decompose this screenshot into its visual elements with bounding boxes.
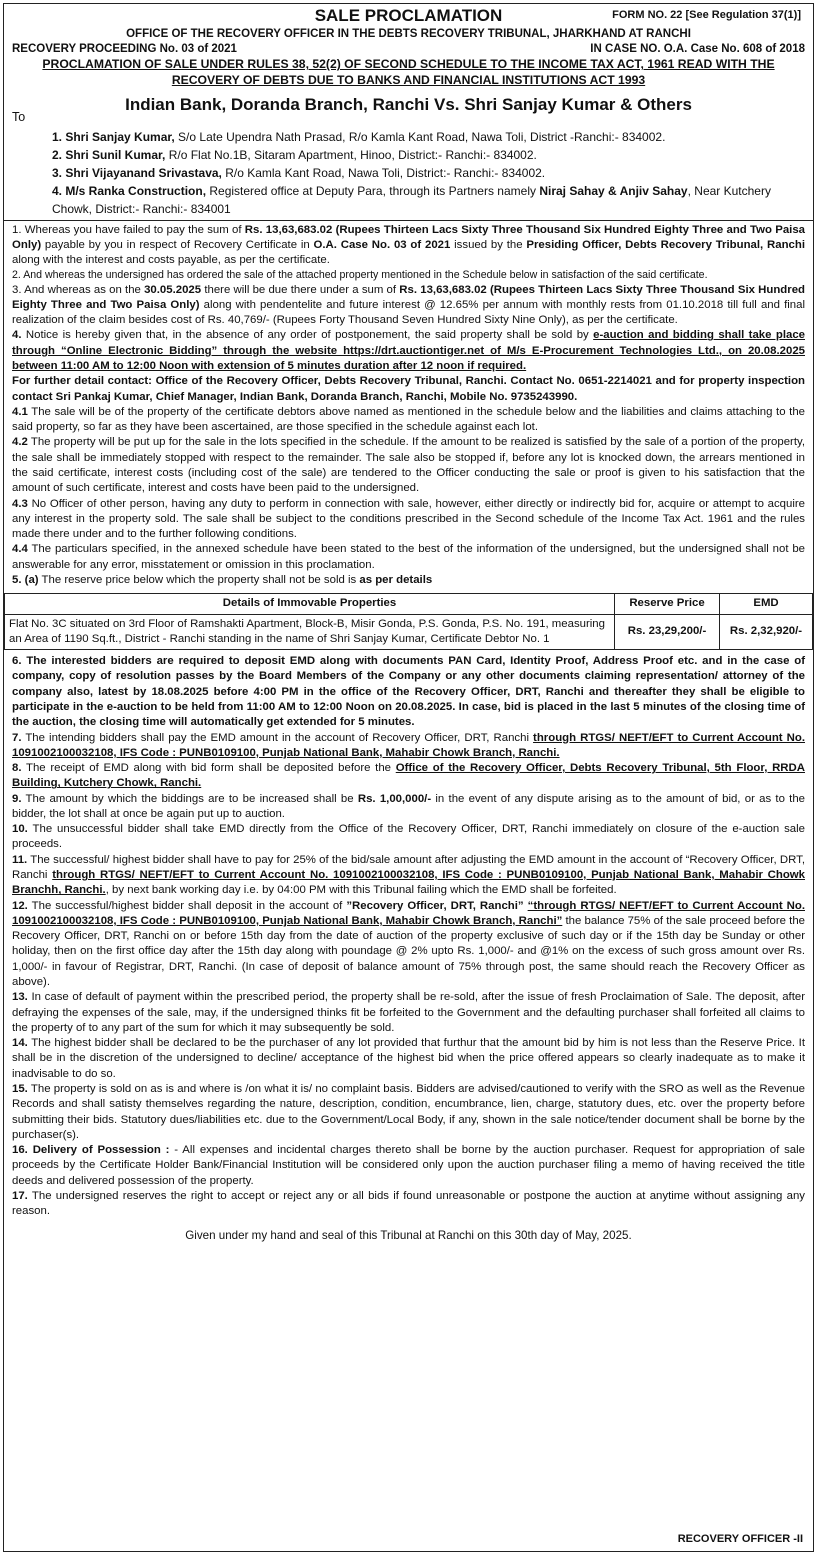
term-17: 17. The undersigned reserves the right to accept or reject any or all bids if found unreasonable or postpone the auction at anytime without assigning any reason. bbox=[12, 1189, 805, 1218]
proceeding-row bbox=[12, 42, 805, 57]
term-9: 9. The amount by which the biddings are to be increased shall be Rs. 1,00,000/- in the event of any dispute arising as to the amount of bid, or as to the bidder, the lot shall at once be again put up to auction. bbox=[12, 792, 806, 820]
paragraph-4-2: 4.2 The property will be put up for the sale in the lots specified in the schedule. If the amount to be realized is satisfied by the sale of a portion of the property, the sale shall be immediately stopped with respect to the remainder. The sale also be stopped if, before any lot is knocked down, the arrears mentioned in the said certificate, interest costs (including cost of the sale) are tendered to the Officer conducting the sale or proof is given to his satisfaction that the amount of such certificate, interest and costs have been paid to the undersigned. bbox=[12, 436, 805, 495]
form-number: FORM NO. 22 [See Regulation 37(1)] bbox=[612, 9, 801, 21]
sale-proclamation-notice bbox=[3, 3, 814, 1552]
term-6: 6. The interested bidders are required to deposit EMD along with documents PAN Card, Identity Proof, Address Proof etc. and in the case of company, copy of resolution passes by the Board Members of the Company or any other documents claiming representation/ attorney of the company also, latest by 18.08.2025 before 4:00 PM in the office of the Recovery Officer, DRT, Ranchi and thereafter they shall be eligible to participate in the e-auction to be held from 11:00 AM to 12:00 Noon on 20.08.2025. In case, bid is placed in the last 5 minutes of the closing time of the auction, the closing time will automatically get extended for 5 minutes. bbox=[12, 655, 805, 729]
paragraph-2: 2. And whereas the undersigned has ordered the sale of the attached property mentioned in the Schedule below in satisfaction of the said certificate. bbox=[12, 269, 708, 282]
term-14: 14. The highest bidder shall be declared to be the purchaser of any lot provided that furthur that the amount bid by him is not less than the Reserve Price. It shall be in the discretion of the undersigned to decline/ acceptance of the highest bid when the price offered appears so clearly inadequate as to make it inadvisable to do so. bbox=[12, 1037, 805, 1080]
addressee-item: 1. Shri Sanjay Kumar, S/o Late Upendra Nath Prasad, R/o Kamla Kant Road, Nawa Toli, District -Ranchi:- 834002. bbox=[52, 129, 666, 144]
term-7: 7. The intending bidders shall pay the EMD amount in the account of Recovery Officer, DRT, Ranchi through RTGS/ NEFT/EFT to Current Account No. 1091002100032108, IFS Code : PUNB0109100, Punjab National Bank, Mahabir Chowk Branch, Ranchi. bbox=[12, 731, 805, 759]
to-label: To bbox=[12, 109, 26, 124]
term-11: 11. The successful/ highest bidder shall have to pay for 25% of the bid/sale amount after adjusting the EMD amount in the account of “Recovery Officer, DRT, Ranchi through RTGS/ NEFT/EFT to Current Account No. 1091002100032108, IFS Code : PUNB0109100, Punjab National Bank, Mahabir Chowk Branchh, Ranchi., by next bank working day i.e. by 04:00 PM with this Tribunal failing which the EMD shall be forfeited. bbox=[12, 853, 806, 897]
term-12: 12. The successful/highest bidder shall deposit in the account of ”Recovery Officer, DRT, Ranchi” “through RTGS/ NEFT/EFT to Current Account No. 1091002100032108, IFS Code : PUNB0109100, Punjab National Bank, Mahabir Chowk Branch, Ranchi” the balance 75% of the sale proceed before the Recovery Officer, DRT, Ranchi on or before 15th day from the date of auction of the property exclusive of such day or if the 15th day be Sunday or other holiday, then on the first office day after the 15th day along with poundage @ 2% upto Rs. 1,000/- and @1% on the excess of such gross amount over Rs. 1,000/- in favour of Registrar, DRT, Ranchi. (In case of deposit of balance amount of 75% through post, the same should reach the Recovery Officer as above). bbox=[12, 899, 806, 988]
col-emd: EMD bbox=[720, 594, 813, 614]
paragraph-1: 1. Whereas you have failed to pay the sum of Rs. 13,63,683.02 (Rupees Thirteen Lacs Sixty Three Thousand Six Hundred Eighty Three and Two Paisa Only) payable by you in respect of Recovery Certificate in O.A. Case No. 03 of 2021 issued by the Presiding Officer, Debts Recovery Tribunal, Ranchi along with the interest and costs payable, as per the certificate. bbox=[12, 223, 805, 267]
reserve-price-value: Rs. 23,29,200/- bbox=[615, 614, 720, 650]
col-details: Details of Immovable Properties bbox=[5, 594, 615, 614]
property-description: Flat No. 3C situated on 3rd Floor of Ramshakti Apartment, Block-B, Misir Gonda, P.S. Gonda, P.S. No. 191, measuring an Area of 1190 Sq.ft., District - Ranchi standing in the name of Shri Sanjay Kumar, Certificate Debtor No. 1 bbox=[5, 614, 615, 650]
addressee-item: 2. Shri Sunil Kumar, R/o Flat No.1B, Sitaram Apartment, Hinoo, District:- Ranchi:- 834002. bbox=[52, 147, 537, 162]
case-number: IN CASE NO. O.A. Case No. 608 of 2018 bbox=[590, 42, 805, 55]
office-line: OFFICE OF THE RECOVERY OFFICER IN THE DEBTS RECOVERY TRIBUNAL, JHARKHAND AT RANCHI bbox=[126, 27, 691, 40]
term-10: 10. The unsuccessful bidder shall take EMD directly from the Office of the Recovery Officer, DRT, Ranchi immediately on closure of the e-auction sale proceeds. bbox=[12, 823, 805, 851]
paragraph-4: 4. Notice is hereby given that, in the absence of any order of postponement, the said property shall be sold by e-auction and bidding shall take place through “Online Electronic Bidding” through the website https://drt.auctiontiger.net of M/s E-Procurement Technologies Ltd., on 20.08.2025 between 11:00 AM to 12:00 Noon with extension of 5 minutes duration after 12 noon if required. bbox=[12, 329, 805, 373]
table-row bbox=[5, 614, 813, 650]
given-under-hand: Given under my hand and seal of this Tribunal at Ranchi on this 30th day of May, 2025. bbox=[185, 1228, 632, 1242]
addressee-item: 4. M/s Ranka Construction, Registered office at Deputy Para, through its Partners namely Niraj Sahay & Anjiv Sahay, Near Kutchery Chowk, District:- Ranchi:- 834001 bbox=[52, 183, 771, 216]
term-8: 8. The receipt of EMD along with bid form shall be deposited before the Office of the Recovery Officer, Debts Recovery Tribunal, 5th Floor, RRDA Building, Kutchery Chowk, Ranchi. bbox=[12, 762, 805, 790]
term-16: 16. Delivery of Possession : - All expenses and incidental charges thereto shall be borne by the auction purchaser. Request for appropriation of sale proceeds by the Certificate Holder Bank/Financial Institution will be considered only upon the auction purchaser filing a memo of having received the title deeds and delivered possession of the property. bbox=[12, 1144, 805, 1187]
proclamation-heading: PROCLAMATION OF SALE UNDER RULES 38, 52(2) OF SECOND SCHEDULE TO THE INCOME TAX ACT, 1961 READ WITH THE RECOVERY OF DEBTS DUE TO BANKS AND FINANCIAL INSTITUTIONS ACT 1993 bbox=[42, 57, 775, 88]
table-header-row bbox=[5, 594, 813, 614]
contact-details: For further detail contact: Office of the Recovery Officer, Debts Recovery Tribunal, Ranchi. Contact No. 0651-2214021 and for property inspection contact Sri Pankaj Kumar, Chief Manager, Indian Bank, Doranda Branch, Ranchi, Mobile No. 9735243990. bbox=[12, 375, 805, 403]
addressee-list bbox=[12, 128, 805, 218]
paragraph-4-3: 4.3 No Officer of other person, having any duty to perform in connection with sale, however, either directly or indirectly bid for, acquire or attempt to acquire any interest in the property sold. The sale shall be subject to the conditions prescribed in the Second schedule of the Income Tax Act. 1961 and the rules made there under and to the further following conditions. bbox=[12, 497, 805, 541]
notice-header bbox=[4, 4, 813, 218]
case-title: Indian Bank, Doranda Branch, Ranchi Vs. Shri Sanjay Kumar & Others bbox=[125, 95, 692, 115]
emd-value: Rs. 2,32,920/- bbox=[720, 614, 813, 650]
terms-and-conditions bbox=[4, 650, 813, 1243]
notice-title: SALE PROCLAMATION bbox=[314, 6, 503, 25]
col-reserve-price: Reserve Price bbox=[615, 594, 720, 614]
property-schedule-table bbox=[4, 593, 813, 650]
paragraph-4-1: 4.1 The sale will be of the property of the certificate debtors above named as mentioned in the schedule below and the liabilities and claims attaching to the said property, so far as they have been ascertained, are those specified in the schedule against each lot. bbox=[12, 405, 805, 434]
paragraph-5a: 5. (a) The reserve price below which the property shall not be sold is as per details bbox=[12, 573, 433, 586]
paragraph-3: 3. And whereas as on the 30.05.2025 there will be due there under a sum of Rs. 13,63,683.02 (Rupees Thirteen Lacs Sixty Three Thousand Six Hundred Eighty Three and Two Paisa Only) along with pendentelite and future interest @ 12.65% per annum with monthly rests from 01.10.2018 till full and final realization of the claim besides cost of Rs. 40,769/- (Rupees Forty Thousand Seven Hundred Sixty Nine Only), as per the certificate. bbox=[12, 283, 805, 327]
signatory: RECOVERY OFFICER -II bbox=[677, 1533, 803, 1546]
paragraph-4-4: 4.4 The particulars specified, in the annexed schedule have been stated to the best of the information of the undersigned, but the undersigned shall not be answerable for any error, misstatement or omission in this proclamation. bbox=[12, 543, 805, 571]
addressee-item: 3. Shri Vijayanand Srivastava, R/o Kamla Kant Road, Nawa Toli, District:- Ranchi:- 834002. bbox=[52, 165, 546, 180]
term-13: 13. In case of default of payment within the prescribed period, the property shall be re-sold, after the issue of fresh Proclaimation of Sale. The deposit, after defraying the expenses of the sale, may, if the undersigned thinks fit be forfeited to the Government and the defaulting purchaser shall forfeited all claims to the property of to any part of the sum for which it may subsequently be sold. bbox=[12, 991, 805, 1034]
recovery-proceeding: RECOVERY PROCEEDING No. 03 of 2021 bbox=[12, 42, 237, 55]
term-15: 15. The property is sold on as is and where is /on what it is/ no complaint basis. Bidders are advised/cautioned to verify with the SRO as well as the Revenue Records and shall satisty themselves regarding the nature, description, condition, encumbrance, lien, charge, statutory dues, etc. over the property before submitting their bids. Statutory dues/liabilities etc. due to the Government/Local Body, if any, shown in the sale notice/tender document shall be borne by the purchaser(s). bbox=[12, 1082, 805, 1141]
proclamation-body bbox=[4, 221, 813, 589]
